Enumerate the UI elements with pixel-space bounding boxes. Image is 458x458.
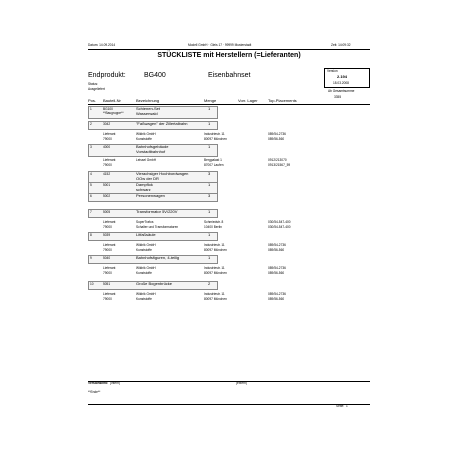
item-pos: 9 — [90, 256, 92, 260]
supplier-phone: 089/56-560 — [268, 248, 285, 252]
supplier-role: Lieferant — [103, 266, 116, 270]
supplier-address: 80097 München — [204, 271, 227, 275]
supplier-role: 79000 — [103, 163, 112, 167]
item-part-number: 5001 — [103, 183, 111, 187]
supplier-phone: 0913/21567_59 — [268, 163, 291, 167]
footer-rule — [88, 381, 370, 382]
supplier-address: Industriestr. 11 — [204, 266, 225, 270]
item-pos: 10 — [90, 282, 94, 286]
item-description: Vierachsiger Hochbordwagen — [136, 171, 189, 176]
supplier-address: 80097 München — [204, 248, 227, 252]
item-pos: 7 — [90, 210, 92, 214]
status-label: Status: — [88, 82, 98, 86]
item-quantity: 1 — [208, 121, 211, 126]
item-description-2: Vorstadtbahnhof — [136, 149, 166, 154]
stamp-caption: Ab Gesamtsumme — [328, 89, 355, 93]
supplier-address: 10400 Berlin — [204, 225, 222, 229]
supplier-role: 79000 — [103, 225, 112, 229]
supplier-name: Kunststoffe — [136, 271, 152, 275]
supplier-address: Schmiedstr. 8 — [204, 220, 224, 224]
item-part-number: 5051 — [103, 282, 111, 286]
item-quantity: 3 — [208, 171, 211, 176]
supplier-phone: 030/54-547-400 — [268, 225, 291, 229]
supplier-address: Industriestr. 11 — [204, 292, 225, 296]
column-rule — [88, 104, 370, 105]
supplier-address: 87007 Laufen — [204, 163, 224, 167]
item-description-2: Wasserwald — [136, 111, 158, 116]
item-description-2: OOw der DR — [136, 176, 159, 181]
supplier-name: Wildrik GmbH — [136, 266, 156, 270]
supplier-phone: 089/54-2736 — [268, 266, 286, 270]
version-extern: (extern) — [236, 381, 247, 385]
item-description: Bahnhofsfiguren, 4-teilig — [136, 255, 180, 260]
item-pos: 6 — [90, 194, 92, 198]
item-part-number: 4000 — [103, 145, 111, 149]
supplier-role: 79000 — [103, 271, 112, 275]
item-quantity: 1 — [208, 106, 211, 111]
stamp-label: Version — [327, 69, 338, 73]
item-pos: 5 — [90, 183, 92, 187]
item-description: Litfaßsäule — [136, 232, 156, 237]
item-quantity: 1 — [208, 209, 211, 214]
item-pos: 4 — [90, 172, 92, 176]
page-title: STÜCKLISTE mit Herstellern (=Lieferanten) — [157, 52, 301, 59]
col-part: Bauteil-Nr — [103, 98, 121, 103]
item-quantity: 3 — [208, 193, 211, 198]
item-part-number: 5040 — [103, 256, 111, 260]
supplier-address: Industriestr. 11 — [204, 132, 225, 136]
page-number: 1 — [346, 404, 348, 408]
item-pos: 3 — [90, 145, 92, 149]
item-part-number: 3042 — [103, 122, 111, 126]
col-desc: Bezeichnung — [136, 98, 160, 103]
supplier-role: Lieferant — [103, 132, 116, 136]
supplier-role: Lieferant — [103, 243, 116, 247]
supplier-phone: 089/54-2736 — [268, 292, 286, 296]
company-line: Modell GmbH · Gleis 17 · 99999 Musterstadt — [188, 43, 252, 47]
item-pos: 2 — [90, 122, 92, 126]
supplier-phone: 0912/213070 — [268, 158, 287, 162]
supplier-address: 80097 München — [204, 297, 227, 301]
supplier-name: Schalter und Transformatoren — [136, 225, 179, 229]
page-label: Seite: — [336, 404, 345, 408]
status-value: Ausgeliefert — [88, 87, 105, 91]
supplier-phone: 089/56-560 — [268, 137, 285, 141]
col-qty: Menge — [204, 98, 217, 103]
version-info-value: (intern) — [110, 381, 121, 385]
item-pos: 8 — [90, 233, 92, 237]
item-description: Personenwagen — [136, 193, 165, 198]
item-quantity: 2 — [208, 281, 211, 286]
supplier-phone: 089/54-2736 — [268, 243, 286, 247]
stamp-number: 2.194 — [337, 74, 348, 79]
supplier-name: Kunststoffe — [136, 248, 152, 252]
print-date: Datum: 14.09.2014 — [88, 43, 116, 47]
item-description: Transformator 5V/220V — [136, 209, 178, 214]
col-stock: Vorr. Lager — [238, 98, 258, 103]
supplier-address: Industriestr. 11 — [204, 243, 225, 247]
item-description: Schienen-Set — [136, 106, 161, 111]
supplier-role: 79000 — [103, 248, 112, 252]
end-marker: **Ende** — [88, 390, 101, 394]
item-part-note: **Baugruppe** — [103, 111, 124, 115]
supplier-role: 79000 — [103, 137, 112, 141]
supplier-phone: 089/56-560 — [268, 271, 285, 275]
version-stamp — [324, 68, 370, 88]
product-label: Endprodukt: — [88, 72, 126, 79]
item-part-number: 4152 — [103, 172, 111, 176]
supplier-address: Bergpalast 1 — [204, 158, 222, 162]
document-page — [84, 40, 374, 410]
supplier-name: Wildrik GmbH — [136, 243, 156, 247]
version-info-label: Versionsinfo: — [88, 381, 109, 385]
supplier-address: 80097 München — [204, 137, 227, 141]
item-description: Bahnhofsgebäude — [136, 144, 169, 149]
product-name: Eisenbahnset — [208, 72, 251, 79]
product-code: BG400 — [144, 72, 166, 79]
header-rule — [88, 49, 370, 50]
item-description-2: schwarz — [136, 187, 151, 192]
supplier-name: Leissel GmbH — [136, 158, 157, 162]
item-part-number: 5039 — [103, 233, 111, 237]
print-time: Zeit: 14:09:32 — [331, 43, 351, 47]
item-part-number: BG100 — [103, 107, 113, 111]
page-footer-rule — [88, 404, 370, 405]
item-description: Große Bogenbrücke — [136, 281, 173, 286]
stamp-value: 3355 — [334, 95, 342, 99]
col-pos: Pos. — [88, 98, 97, 103]
supplier-phone: 089/56-560 — [268, 297, 285, 301]
item-quantity: 1 — [208, 182, 211, 187]
item-pos: 1 — [90, 107, 92, 111]
supplier-phone: 030/54-547-400 — [268, 220, 291, 224]
stamp-date: 18.03.2008 — [333, 81, 349, 85]
item-description: Dampflok — [136, 182, 153, 187]
item-part-number: 5005 — [103, 210, 111, 214]
supplier-name: Kunststoffe — [136, 137, 152, 141]
item-quantity: 1 — [208, 232, 211, 237]
supplier-name: Kunststoffe — [136, 297, 152, 301]
supplier-role: Lieferant — [103, 158, 116, 162]
supplier-name: Wildrik GmbH — [136, 292, 156, 296]
item-quantity: 1 — [208, 255, 211, 260]
supplier-phone: 089/54-2736 — [268, 132, 286, 136]
supplier-name: SuperTrafos — [136, 220, 154, 224]
col-top: Top-Placements — [268, 98, 297, 103]
supplier-role: 79000 — [103, 297, 112, 301]
item-part-number: 5002 — [103, 194, 111, 198]
supplier-role: Lieferant — [103, 220, 116, 224]
item-description: "Faßwagen" der Zillertalbahn — [136, 121, 188, 126]
supplier-role: Lieferant — [103, 292, 116, 296]
item-quantity: 1 — [208, 144, 211, 149]
supplier-name: Wildrik GmbH — [136, 132, 156, 136]
